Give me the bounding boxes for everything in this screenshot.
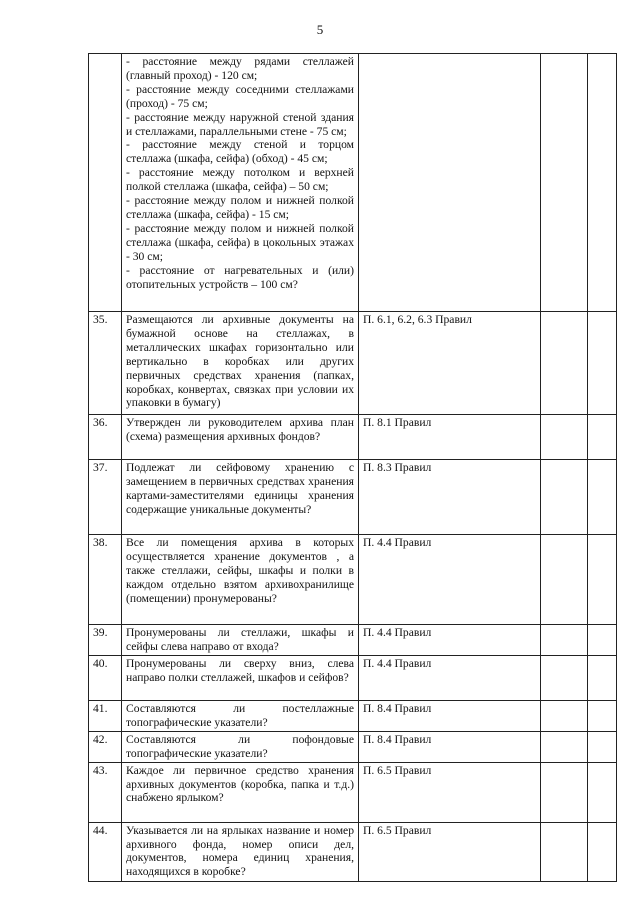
empty-cell xyxy=(588,656,617,701)
reference-cell xyxy=(359,54,541,312)
table-row xyxy=(89,460,617,535)
question-cell: Указывается ли на ярлыках название и номер архивного фонда, номер описи дел, документов, номера единиц хранения, находящихся в коробке? xyxy=(122,822,359,881)
row-number-cell: 43. xyxy=(89,762,122,822)
requirement-line: - расстояние между стеной и торцом стеллажа (шкафа, сейфа) (обход) - 45 см; xyxy=(126,138,354,166)
reference-cell: П. 8.3 Правил xyxy=(359,460,541,535)
reference-cell: П. 8.4 Правил xyxy=(359,701,541,732)
table-row xyxy=(89,656,617,701)
empty-cell xyxy=(588,701,617,732)
table-row xyxy=(89,312,617,415)
empty-cell xyxy=(541,415,588,460)
table-row xyxy=(89,762,617,822)
requirement-line: - расстояние между полом и нижней полкой стеллажа (шкафа, сейфа) - 15 см; xyxy=(126,194,354,221)
requirement-line: - расстояние от нагревательных и (или) отопительных устройств – 100 см? xyxy=(126,263,354,291)
empty-cell xyxy=(588,762,617,822)
row-number-cell: 39. xyxy=(89,625,122,656)
reference-cell: П. 4.4 Правил xyxy=(359,535,541,625)
question-cell: Составляются ли постеллажные топографические указатели? xyxy=(122,701,359,732)
empty-cell xyxy=(588,415,617,460)
row-number-cell: 37. xyxy=(89,460,122,535)
empty-cell xyxy=(588,460,617,535)
requirement-line: - расстояние между наружной стеной здания и стеллажами, параллельными стене - 75 см; xyxy=(126,110,354,138)
table-row xyxy=(89,54,617,312)
requirement-line: - расстояние между рядами стеллажей (главный проход) - 120 см; xyxy=(126,55,354,82)
empty-cell xyxy=(588,625,617,656)
row-number-cell: 44. xyxy=(89,822,122,881)
empty-cell xyxy=(541,731,588,762)
reference-cell: П. 4.4 Правил xyxy=(359,625,541,656)
empty-cell xyxy=(541,312,588,415)
page-number: 5 xyxy=(316,22,324,37)
requirement-line: - расстояние между потолком и верхней полкой стеллажа (шкафа, сейфа) – 50 см; xyxy=(126,166,354,194)
row-number-cell: 35. xyxy=(89,312,122,415)
empty-cell xyxy=(541,535,588,625)
table-row xyxy=(89,822,617,881)
reference-cell: П. 4.4 Правил xyxy=(359,656,541,701)
question-cell: Составляются ли пофондовые топографические указатели? xyxy=(122,731,359,762)
row-number-cell xyxy=(89,54,122,312)
question-cell: Подлежат ли сейфовому хранению с замещением в первичных средствах хранения картами-заместителями единицы хранения содержащие уникальные документы? xyxy=(122,460,359,535)
requirement-line: - расстояние между полом и нижней полкой стеллажа (шкафа, сейфа) в цокольных этажах - 30 см; xyxy=(126,221,354,263)
empty-cell xyxy=(588,822,617,881)
row-number-cell: 40. xyxy=(89,656,122,701)
empty-cell xyxy=(541,54,588,312)
question-cell: Пронумерованы ли сверху вниз, слева направо полки стеллажей, шкафов и сейфов? xyxy=(122,656,359,701)
empty-cell xyxy=(541,460,588,535)
row-number-cell: 36. xyxy=(89,415,122,460)
question-cell: Все ли помещения архива в которых осуществляется хранение документов , а также стеллажи, сейфы, шкафы и полки в каждом отдельно взятом архивохранилище (помещении) пронумерованы? xyxy=(122,535,359,625)
table-row xyxy=(89,701,617,732)
table-row xyxy=(89,625,617,656)
reference-cell: П. 8.1 Правил xyxy=(359,415,541,460)
table-row xyxy=(89,415,617,460)
question-cell: Размещаются ли архивные документы на бумажной основе на стеллажах, в металлических шкафах горизонтально или вертикально в коробках или других первичных средствах хранения (папках, коробках, конвертах, связках при условии их упаковки в бумагу) xyxy=(122,312,359,415)
empty-cell xyxy=(541,656,588,701)
row-number-cell: 41. xyxy=(89,701,122,732)
empty-cell xyxy=(541,701,588,732)
empty-cell xyxy=(588,312,617,415)
empty-cell xyxy=(588,731,617,762)
row-number-cell: 42. xyxy=(89,731,122,762)
question-cell: Пронумерованы ли стеллажи, шкафы и сейфы слева направо от входа? xyxy=(122,625,359,656)
question-cell xyxy=(122,54,359,312)
reference-cell: П. 6.5 Правил xyxy=(359,822,541,881)
reference-cell: П. 6.5 Правил xyxy=(359,762,541,822)
reference-cell: П. 6.1, 6.2, 6.3 Правил xyxy=(359,312,541,415)
empty-cell xyxy=(541,822,588,881)
empty-cell xyxy=(588,54,617,312)
reference-cell: П. 8.4 Правил xyxy=(359,731,541,762)
empty-cell xyxy=(541,625,588,656)
table-row xyxy=(89,535,617,625)
empty-cell xyxy=(541,762,588,822)
question-cell: Утвержден ли руководителем архива план (схема) размещения архивных фондов? xyxy=(122,415,359,460)
checklist-table xyxy=(88,53,617,882)
question-cell: Каждое ли первичное средство хранения архивных документов (коробка, папка и т.д.) снабжено ярлыком? xyxy=(122,762,359,822)
requirement-line: - расстояние между соседними стеллажами (проход) - 75 см; xyxy=(126,82,354,110)
empty-cell xyxy=(588,535,617,625)
row-number-cell: 38. xyxy=(89,535,122,625)
table-row xyxy=(89,731,617,762)
